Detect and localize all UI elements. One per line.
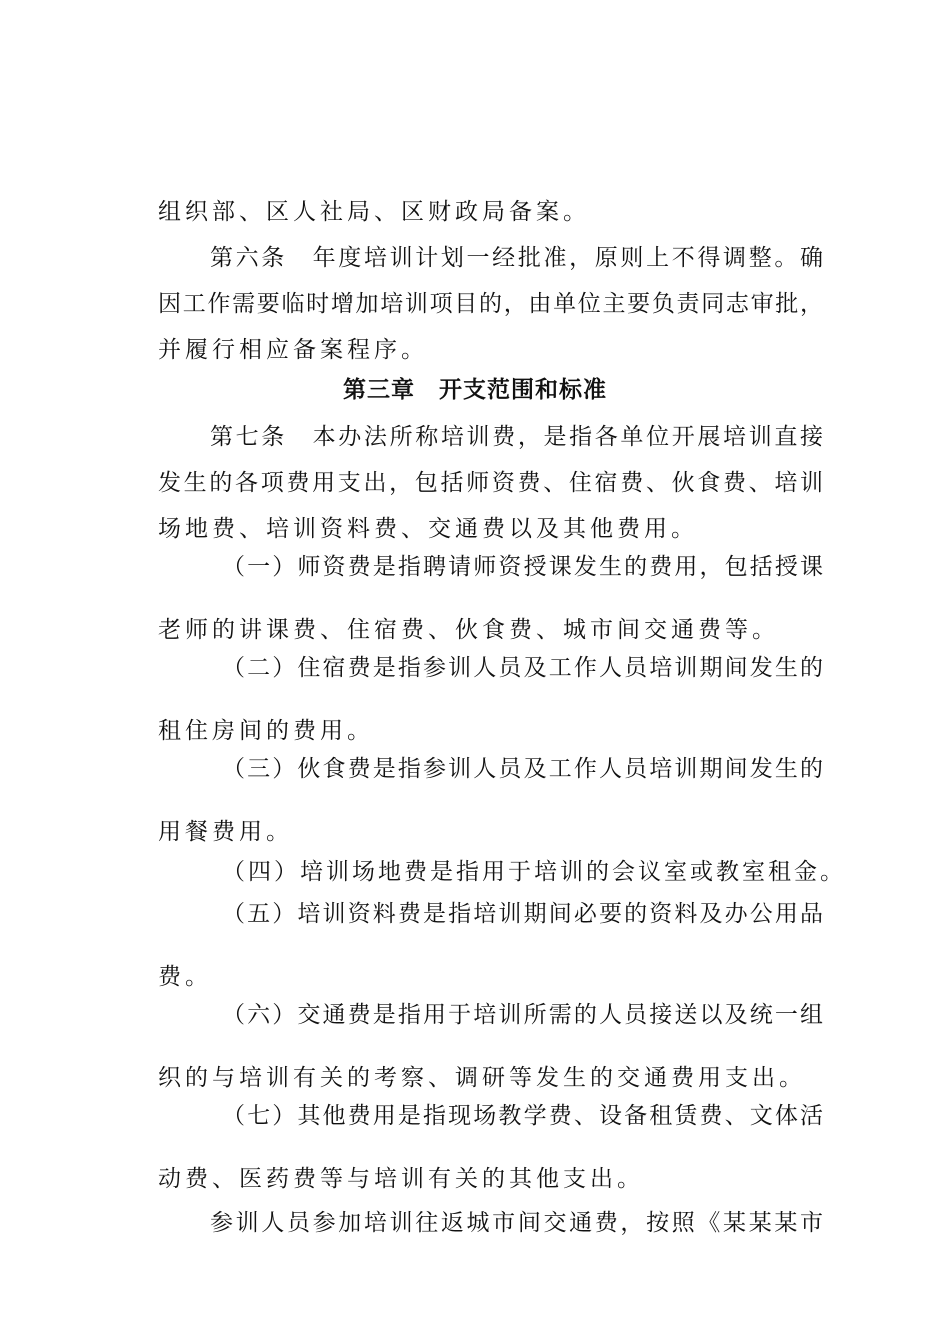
body-text-line: 组织部、区人社局、区财政局备案。 [158, 199, 590, 225]
body-text-line: 场地费、培训资料费、交通费以及其他费用。 [158, 516, 698, 542]
body-text-line: 租住房间的费用。 [158, 718, 374, 744]
body-text-line: 发生的各项费用支出，包括师资费、住宿费、伙食费、培训 [158, 470, 823, 496]
article-6-line: 第六条 年度培训计划一经批准，原则上不得调整。确 [210, 245, 823, 271]
list-item-7: （七）其他费用是指现场教学费、设备租赁费、文体活 [222, 1103, 823, 1129]
body-text-line: 织的与培训有关的考察、调研等发生的交通费用支出。 [158, 1065, 806, 1091]
body-text-line: 并履行相应备案程序。 [158, 337, 428, 363]
body-text-line: 费。 [158, 964, 212, 990]
body-text-line: 用餐费用。 [158, 819, 293, 845]
body-text-line: 参训人员参加培训往返城市间交通费，按照《某某某市 [210, 1210, 823, 1236]
article-7-line: 第七条 本办法所称培训费，是指各单位开展培训直接 [210, 424, 823, 450]
list-item-4: （四）培训场地费是指用于培训的会议室或教室租金。 [222, 859, 846, 885]
list-item-1: （一）师资费是指聘请师资授课发生的费用，包括授课 [222, 554, 823, 580]
chapter-heading: 第三章 开支范围和标准 [343, 377, 607, 403]
list-item-3: （三）伙食费是指参训人员及工作人员培训期间发生的 [222, 756, 823, 782]
body-text-line: 因工作需要临时增加培训项目的，由单位主要负责同志审批， [158, 291, 823, 317]
list-item-2: （二）住宿费是指参训人员及工作人员培训期间发生的 [222, 655, 823, 681]
body-text-line: 动费、医药费等与培训有关的其他支出。 [158, 1166, 644, 1192]
list-item-5: （五）培训资料费是指培训期间必要的资料及办公用品 [222, 901, 823, 927]
body-text-line: 老师的讲课费、住宿费、伙食费、城市间交通费等。 [158, 617, 779, 643]
list-item-6: （六）交通费是指用于培训所需的人员接送以及统一组 [222, 1002, 823, 1028]
